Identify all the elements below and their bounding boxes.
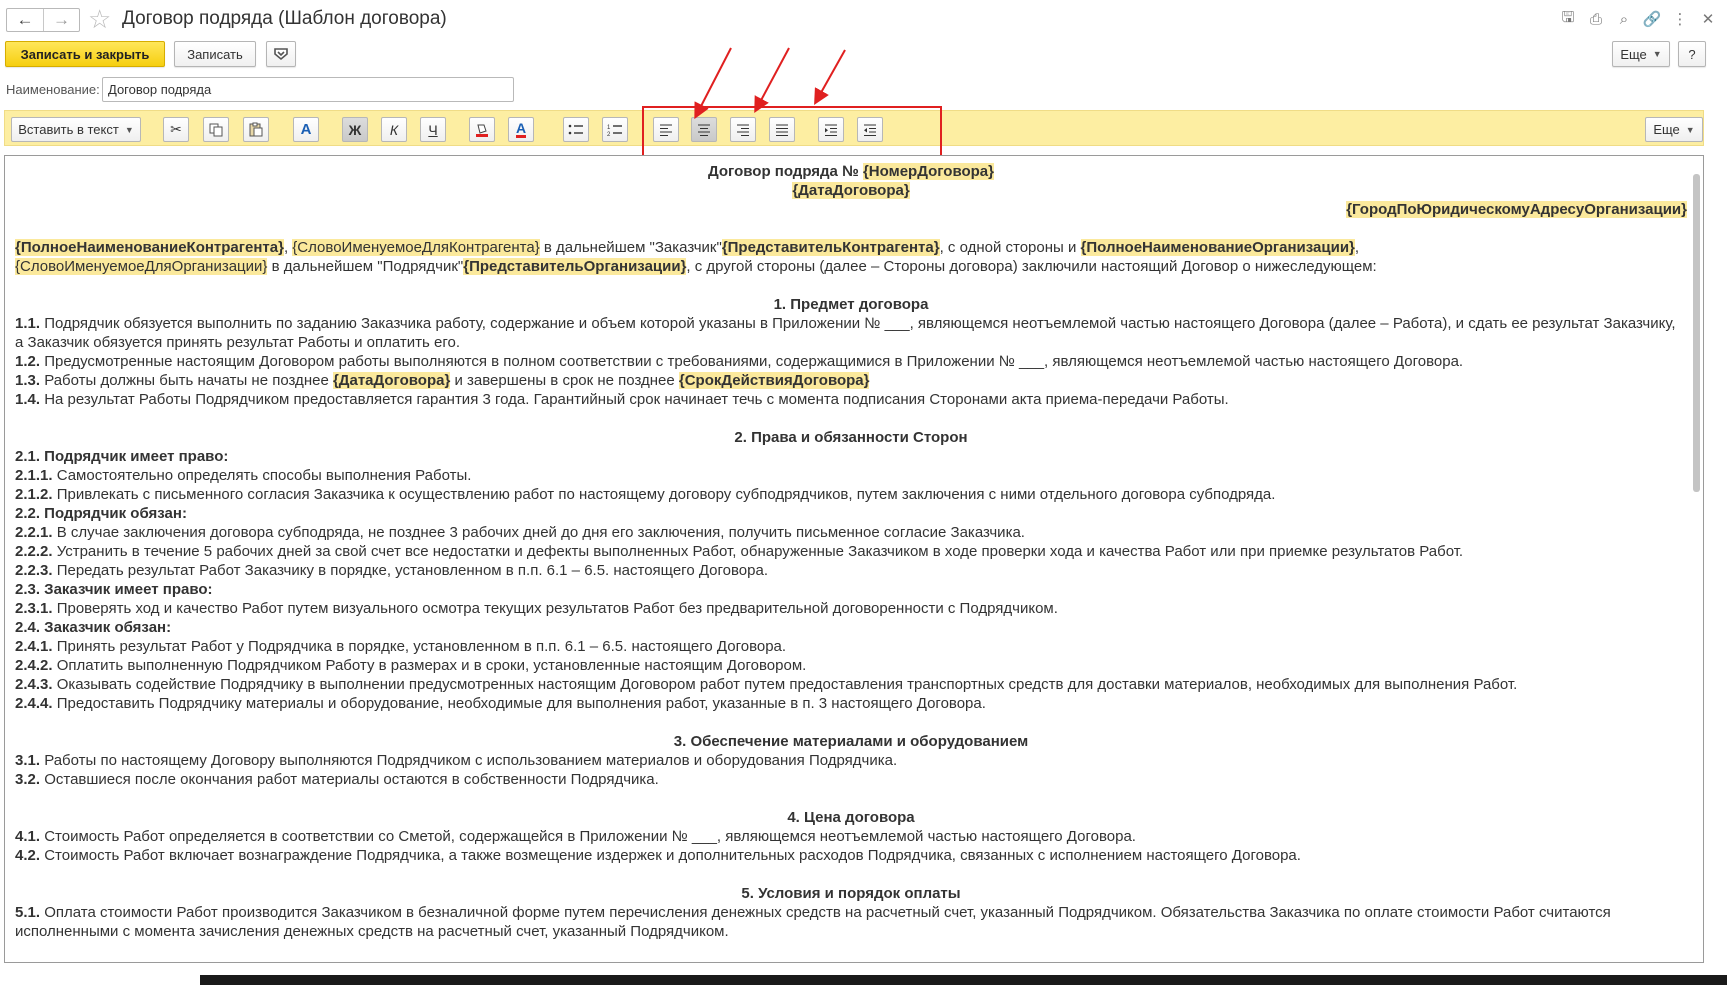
- paragraph: [15, 561, 1687, 580]
- paragraph-number: 2.2.2.: [15, 543, 53, 560]
- paragraph-number: 2.2.1.: [15, 524, 53, 541]
- paragraph: [15, 371, 1687, 390]
- format-more-label: Еще: [1653, 122, 1680, 137]
- paragraph-number: 1.1.: [15, 315, 41, 332]
- paragraph: [15, 466, 1687, 485]
- field-contract-term: {СрокДействияДоговора}: [678, 372, 870, 389]
- window-title: Договор подряда (Шаблон договора): [122, 8, 447, 29]
- paragraph-text: Оплатить выполненную Подрядчиком Работу в размерах и в сроки, установленные настоящим Договором.: [52, 657, 807, 674]
- underline-button[interactable]: Ч: [420, 117, 446, 142]
- navigation-group: [6, 8, 80, 32]
- help-button[interactable]: ?: [1678, 41, 1706, 67]
- preview-icon[interactable]: ⌕: [1619, 10, 1629, 28]
- chevron-down-icon: ▼: [1652, 49, 1662, 59]
- shield-icon[interactable]: [266, 41, 296, 67]
- svg-text:2: 2: [607, 131, 611, 137]
- field-counterparty-name: {ПолноеНаименованиеКонтрагента}: [15, 239, 284, 256]
- field-organization-name: {ПолноеНаименованиеОрганизации}: [1080, 239, 1355, 256]
- italic-button[interactable]: К: [381, 117, 407, 142]
- field-counterparty-word: {СловоИменуемоеДляКонтрагента}: [292, 239, 540, 256]
- document-editor[interactable]: [4, 155, 1704, 963]
- paragraph-text: и завершены в срок не позднее: [450, 372, 679, 389]
- paragraph-text: Предоставить Подрядчику материалы и оборудование, необходимые для выполнения работ, указанные в п. 3 настоящего Договора.: [52, 695, 986, 712]
- close-icon[interactable]: ✕: [1701, 11, 1715, 28]
- field-counterparty-rep: {ПредставительКонтрагента}: [721, 239, 940, 256]
- field-contract-date: {ДатаДоговора}: [332, 372, 451, 389]
- doc-city-line: [15, 200, 1687, 219]
- font-icon[interactable]: A: [293, 117, 319, 142]
- link-icon[interactable]: 🔗: [1642, 11, 1662, 28]
- field-city: {ГородПоЮридическомуАдресуОрганизации}: [1346, 201, 1687, 218]
- paragraph: [15, 352, 1687, 371]
- format-more-button[interactable]: [1645, 117, 1703, 142]
- paragraph-text: Оказывать содействие Подрядчику в выполнении предусмотренных настоящим Договором работ путем предоставления транспортных средств для доставки материалов, необходимых для выполнения Работ.: [52, 676, 1518, 693]
- favorite-star-icon[interactable]: ☆: [88, 4, 112, 34]
- paragraph: [15, 903, 1687, 941]
- background-color-icon[interactable]: [469, 117, 495, 142]
- subsection-heading: 2.4. Заказчик обязан:: [15, 619, 172, 636]
- paragraph-text: Передать результат Работ Заказчику в порядке, установленном в п.п. 6.1 – 6.5. настоящего Договора.: [52, 562, 768, 579]
- paragraph-number: 4.2.: [15, 847, 41, 864]
- section-heading: 5. Условия и порядок оплаты: [741, 885, 961, 902]
- cut-icon[interactable]: ✂: [163, 117, 189, 142]
- paste-icon[interactable]: [243, 117, 269, 142]
- bold-button[interactable]: Ж: [342, 117, 368, 142]
- field-organization-rep: {ПредставительОрганизации}: [463, 258, 687, 275]
- copy-icon[interactable]: [203, 117, 229, 142]
- insert-label: Вставить в текст: [18, 122, 119, 137]
- save-file-icon[interactable]: 🖫: [1561, 8, 1575, 26]
- doc-title-text: Договор подряда №: [708, 163, 863, 180]
- paragraph-number: 2.2.3.: [15, 562, 53, 579]
- paragraph-text: Оплата стоимости Работ производится Заказчиком в безналичной форме путем перечисления денежных средств на расчетный счет, указанный Подрядчиком. Обязательства Заказчика по оплате стоимости Работ считаются исполненными с момента зачисления денежных средств на расчетный счет, указанный Подрядчиком.: [15, 904, 1611, 940]
- forward-icon[interactable]: →: [43, 9, 79, 31]
- svg-text:1: 1: [607, 124, 611, 131]
- paragraph-number: 2.3.1.: [15, 600, 53, 617]
- paragraph: [15, 827, 1687, 846]
- field-contract-date: {ДатаДоговора}: [792, 182, 910, 199]
- intro-text: в дальнейшем "Подрядчик": [267, 258, 464, 275]
- scrollbar-thumb[interactable]: [1693, 174, 1700, 492]
- menu-dots-icon[interactable]: ⋮: [1672, 11, 1688, 28]
- paragraph-text: Работы по настоящему Договору выполняются Подрядчиком с использованием материалов и оборудования Подрядчика.: [40, 752, 898, 769]
- paragraph-text: На результат Работы Подрядчиком предоставляется гарантия 3 года. Гарантийный срок начинает течь с момента подписания Сторонами акта приема-передачи Работы.: [40, 391, 1229, 408]
- paragraph-number: 2.1.1.: [15, 467, 53, 484]
- paragraph: [15, 846, 1687, 865]
- field-contract-number: {НомерДоговора}: [862, 163, 994, 180]
- paragraph-number: 2.4.2.: [15, 657, 53, 674]
- section-heading: 1. Предмет договора: [773, 296, 929, 313]
- intro-text: в дальнейшем "Заказчик": [539, 239, 722, 256]
- paragraph-text: Принять результат Работ у Подрядчика в порядке, установленном в п.п. 6.1 – 6.5. настоящего Договора.: [52, 638, 787, 655]
- paragraph-text: Предусмотренные настоящим Договором работы выполняются в полном соответствии с требованиями, содержащимися в Приложении № ___, являющемся неотъемлемой частью настоящего Договора.: [40, 353, 1464, 370]
- intro-text: ,: [1354, 239, 1360, 256]
- window-system-icons: [1557, 9, 1719, 29]
- paragraph: [15, 314, 1687, 352]
- intro-text: , с другой стороны (далее – Стороны договора) заключили настоящий Договор о нижеследующем:: [686, 258, 1377, 275]
- paragraph-number: 2.4.3.: [15, 676, 53, 693]
- paragraph-text: Стоимость Работ определяется в соответствии со Сметой, содержащейся в Приложении № ___, являющемся неотъемлемой частью настоящего Договора.: [40, 828, 1136, 845]
- paragraph-number: 2.1.2.: [15, 486, 53, 503]
- paragraph: [15, 599, 1687, 618]
- doc-title: [15, 162, 1687, 181]
- name-label: Наименование:: [6, 82, 100, 97]
- field-organization-word: {СловоИменуемоеДляОрганизации}: [15, 258, 268, 275]
- paragraph: [15, 637, 1687, 656]
- paragraph-text: Оставшиеся после окончания работ материалы остаются в собственности Подрядчика.: [40, 771, 659, 788]
- paragraph-number: 5.1.: [15, 904, 41, 921]
- section-heading: 4. Цена договора: [787, 809, 915, 826]
- intro-text: , с одной стороны и: [939, 239, 1081, 256]
- paragraph-text: В случае заключения договора субподряда, не позднее 3 рабочих дней до дня его заключения, получить письменное согласие Заказчика.: [52, 524, 1025, 541]
- more-button[interactable]: [1612, 41, 1670, 67]
- paragraph: [15, 390, 1687, 409]
- save-and-close-button[interactable]: Записать и закрыть: [5, 41, 165, 67]
- doc-intro: [15, 238, 1687, 276]
- bullet-list-icon[interactable]: [563, 117, 589, 142]
- intro-text: ,: [283, 239, 293, 256]
- paragraph-text: Стоимость Работ включает вознаграждение Подрядчика, а также возмещение издержек и дополнительных расходов Подрядчика, связанных с исполнением настоящего Договора.: [40, 847, 1301, 864]
- name-input[interactable]: [102, 77, 514, 102]
- paragraph-number: 4.1.: [15, 828, 41, 845]
- chevron-down-icon: ▼: [1685, 124, 1695, 135]
- title-bar: [0, 0, 1727, 38]
- paragraph-number: 1.4.: [15, 391, 41, 408]
- paragraph-number: 1.2.: [15, 353, 41, 370]
- paragraph: [15, 770, 1687, 789]
- section-heading: 3. Обеспечение материалами и оборудованием: [673, 733, 1029, 750]
- paragraph: [15, 656, 1687, 675]
- subsection-heading: 2.3. Заказчик имеет право:: [15, 581, 213, 598]
- paragraph-text: Проверять ход и качество Работ путем визуального осмотра текущих результатов Работ без предварительной договоренности с Подрядчиком.: [52, 600, 1058, 617]
- print-icon[interactable]: ⎙: [1589, 10, 1602, 28]
- doc-date-line: [15, 181, 1687, 200]
- more-label: Еще: [1620, 46, 1647, 62]
- text-color-button[interactable]: [508, 117, 534, 142]
- numbered-list-icon[interactable]: [602, 117, 628, 142]
- back-icon[interactable]: ←: [16, 10, 34, 29]
- paragraph: [15, 485, 1687, 504]
- paragraph-number: 2.4.4.: [15, 695, 53, 712]
- document-content: [15, 162, 1687, 941]
- save-button[interactable]: Записать: [174, 41, 256, 67]
- chevron-down-icon: ▼: [124, 124, 134, 135]
- insert-into-text-button[interactable]: [11, 117, 141, 142]
- annotation-arrows: [690, 44, 870, 120]
- paragraph-number: 3.1.: [15, 752, 41, 769]
- paragraph: [15, 542, 1687, 561]
- paragraph: [15, 694, 1687, 713]
- paragraph-text: Привлекать с письменного согласия Заказчика к осуществлению работ по настоящему договору субподрядчиков, путем заключения с ними отдельного договора субподряда.: [52, 486, 1276, 503]
- paragraph: [15, 751, 1687, 770]
- paragraph-number: 3.2.: [15, 771, 41, 788]
- paragraph-text: Работы должны быть начаты не позднее: [40, 372, 333, 389]
- paragraph-text: Самостоятельно определять способы выполнения Работы.: [52, 467, 472, 484]
- text-color-glyph: A: [515, 120, 527, 136]
- paragraph-number: 2.4.1.: [15, 638, 53, 655]
- vertical-scrollbar[interactable]: [1691, 160, 1701, 958]
- paragraph: [15, 675, 1687, 694]
- taskbar: [200, 975, 1727, 985]
- section-heading: 2. Права и обязанности Сторон: [734, 429, 968, 446]
- subsection-heading: 2.1. Подрядчик имеет право:: [15, 448, 229, 465]
- subsection-heading: 2.2. Подрядчик обязан:: [15, 505, 187, 522]
- paragraph-text: Устранить в течение 5 рабочих дней за свой счет все недостатки и дефекты выполненных Работ, обнаруженные Заказчиком в ходе проверки хода и качества Работ или при приемке результатов Работ.: [52, 543, 1464, 560]
- paragraph: [15, 523, 1687, 542]
- paragraph-text: Подрядчик обязуется выполнить по заданию Заказчика работу, содержание и объем которой указаны в Приложении № ___, являющемся неотъемлемой частью настоящего Договора (далее – Работа), и сдать ее результат Заказчику, а Заказчик обязуется принять результат Работы и оплатить его.: [15, 315, 1676, 351]
- paragraph-number: 1.3.: [15, 372, 41, 389]
